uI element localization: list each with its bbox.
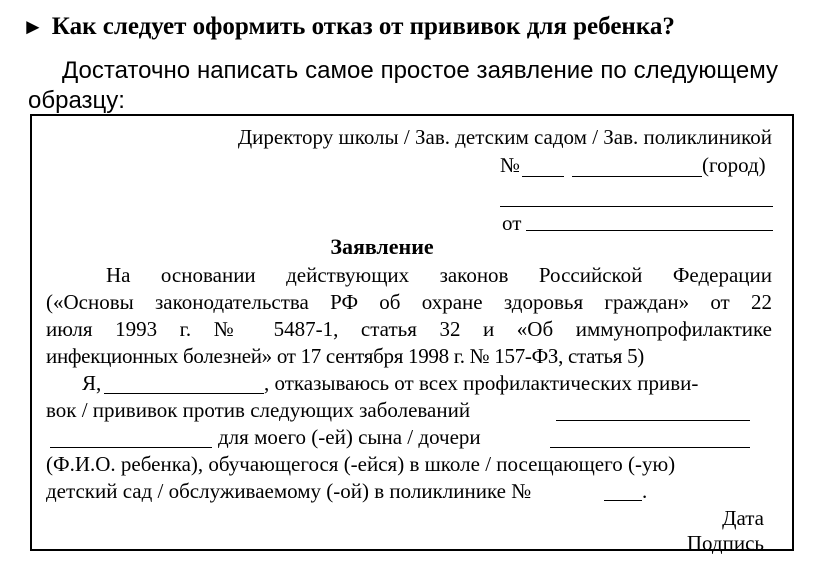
institution-number-blank-line bbox=[604, 500, 642, 501]
signature-label: Подпись bbox=[686, 531, 764, 555]
form-body-line: инфекционных болезней» от 17 сентября 1998 г. № 157-ФЗ, статья 5) bbox=[46, 344, 644, 368]
refusal-i: Я, bbox=[82, 371, 102, 395]
address-blank-line bbox=[500, 206, 773, 207]
form-body-line: На основании действующих законов Российской Федерации bbox=[106, 263, 772, 287]
form-from-label: от bbox=[502, 211, 522, 235]
date-label: Дата bbox=[722, 506, 764, 530]
question-heading bbox=[22, 12, 675, 42]
parent-name-blank-line bbox=[104, 393, 264, 394]
question-text: Как следует оформить отказ от прививок для ребенка? bbox=[51, 13, 675, 40]
refusal-line-2: вок / прививок против следующих заболеваний bbox=[46, 398, 471, 422]
child-text: для моего (-ей) сына / дочери bbox=[218, 425, 481, 449]
institution-line: детский сад / обслуживаемому (-ой) в поликлинике № bbox=[46, 479, 532, 503]
child-name-line: (Ф.И.О. ребенка), обучающегося (-ейся) в школе / посещающего (-ую) bbox=[46, 452, 676, 476]
diseases-blank-line bbox=[556, 420, 750, 421]
form-title: Заявление bbox=[330, 234, 434, 259]
form-addressee: Директору школы / Зав. детским садом / Зав. поликлиникой bbox=[237, 125, 772, 149]
refusal-text: , отказываюсь от всех профилактических приви- bbox=[264, 371, 699, 395]
form-body-line: июля 1993 г. № 5487-1, статья 32 и «Об иммунопрофилактике bbox=[46, 317, 772, 341]
triangle-marker-icon: ► bbox=[22, 14, 44, 39]
child-name-blank-line bbox=[550, 447, 750, 448]
number-blank-line bbox=[522, 176, 564, 177]
intro-paragraph: Достаточно написать самое простое заявление по следующему образцу: bbox=[28, 57, 778, 114]
form-number-label: № bbox=[500, 153, 521, 177]
form-city-label: (город) bbox=[702, 153, 766, 177]
application-form-sample bbox=[30, 114, 794, 555]
form-body-line: («Основы законодательства РФ об охране здоровья граждан» от 22 bbox=[46, 290, 772, 314]
city-blank-line bbox=[572, 176, 702, 177]
institution-end: . bbox=[642, 479, 648, 503]
diseases-blank-line-2 bbox=[50, 447, 212, 448]
from-blank-line bbox=[526, 230, 773, 231]
